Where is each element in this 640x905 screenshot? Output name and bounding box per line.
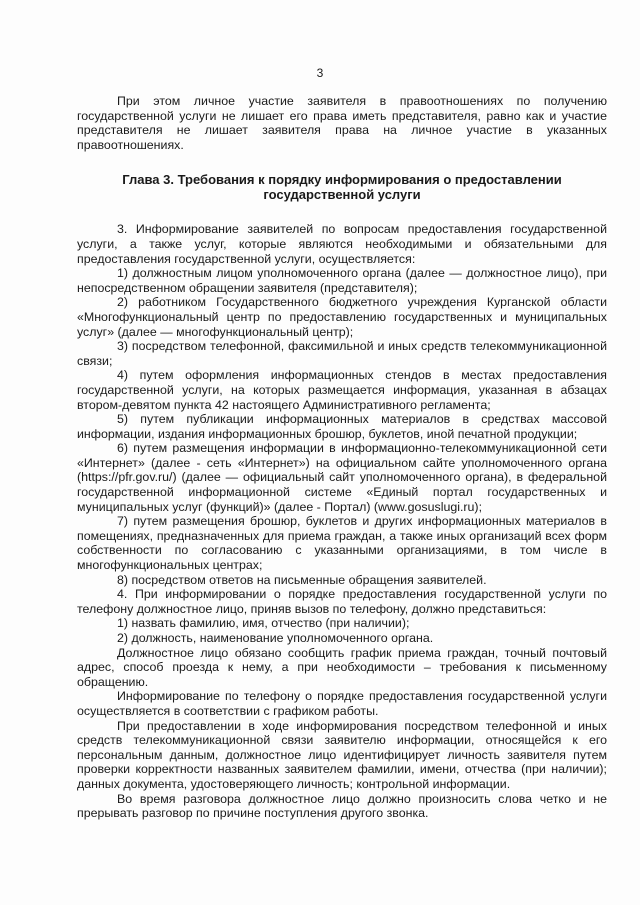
intro-paragraph: При этом личное участие заявителя в правоотношениях по получению государственной услуги не лишает его права иметь представителя, равно как и участие представителя не лишает заявителя права на личное участие в указанных правоотношениях. [77, 94, 607, 152]
list-item-6: 6) путем размещения информации в информационно-телекоммуникационной сети «Интернет» (далее - сеть «Интернет») на официальном сайте уполномоченного органа (https://pfr.gov.ru/) (далее — официальный сайт уполномоченного органа), в федеральной государственной информационной системе «Единый портал государственных и муниципальных услуг (функций)» (далее - Портал) (www.gosuslugi.ru); [77, 441, 607, 514]
list-item-2: 2) работником Государственного бюджетного учреждения Курганской области «Многофункциональный центр по предоставлению государственных и муниципальных услуг» (далее — многофункциональный центр); [77, 295, 607, 339]
list-item-4: 4) путем оформления информационных стендов в местах предоставления государственной услуги, на которых размещается информация, указанная в абзацах втором-девятом пункта 42 настоящего Административного регламента; [77, 368, 607, 412]
chapter-title: Глава 3. Требования к порядку информирования о предоставлении государственной услуги [122, 172, 562, 203]
page-number: 3 [316, 66, 324, 80]
paragraph-identity-check: При предоставлении в ходе информирования посредством телефонной и иных средств телекоммуникационной связи заявителю информации, относящейся к его персональным данным, должностное лицо идентифицирует личность заявителя путем проверки корректности названных заявителем фамилии, имени, отчества (при наличии); данных документа, удостоверяющего личность; контрольной информации. [77, 718, 607, 791]
paragraph-schedule-duty: Должностное лицо обязано сообщить график приема граждан, точный почтовый адрес, способ проезда к нему, а при необходимости – требования к письменному обращению. [77, 645, 607, 689]
list-item-5: 5) путем публикации информационных материалов в средствах массовой информации, издания информационных брошюр, буклетов, иной печатной продукции; [77, 412, 607, 441]
list-item-1: 1) должностным лицом уполномоченного органа (далее — должностное лицо), при непосредственном обращении заявителя (представителя); [77, 266, 607, 295]
paragraph-phone-schedule: Информирование по телефону о порядке предоставления государственной услуги осуществляется в соответствии с графиком работы. [77, 689, 607, 718]
list-item-8: 8) посредством ответов на письменные обращения заявителей. [117, 572, 487, 587]
phone-step-1: 1) назвать фамилию, имя, отчество (при наличии); [117, 616, 410, 631]
list-item-3: 3) посредством телефонной, факсимильной и иных средств телекоммуникационной связи; [77, 339, 607, 368]
list-item-7: 7) путем размещения брошюр, буклетов и других информационных материалов в помещениях, предназначенных для приема граждан, а также иных организаций всех форм собственности по согласованию с указанными организациями, в том числе в многофункциональных центрах; [77, 514, 607, 573]
paragraph-item-3: 3. Информирование заявителей по вопросам предоставления государственной услуги, а также услуг, которые являются необходимыми и обязательными для предоставления государственной услуги, осуществляется: [77, 222, 607, 266]
paragraph-item-4: 4. При информировании о порядке предоставления государственной услуги по телефону должностное лицо, приняв вызов по телефону, должно представиться: [77, 587, 607, 616]
paragraph-conversation-rules: Во время разговора должностное лицо должно произносить слова четко и не прерывать разговор по причине поступления другого звонка. [77, 791, 607, 821]
page-content [77, 94, 607, 821]
phone-step-2: 2) должность, наименование уполномоченного органа. [117, 631, 434, 645]
